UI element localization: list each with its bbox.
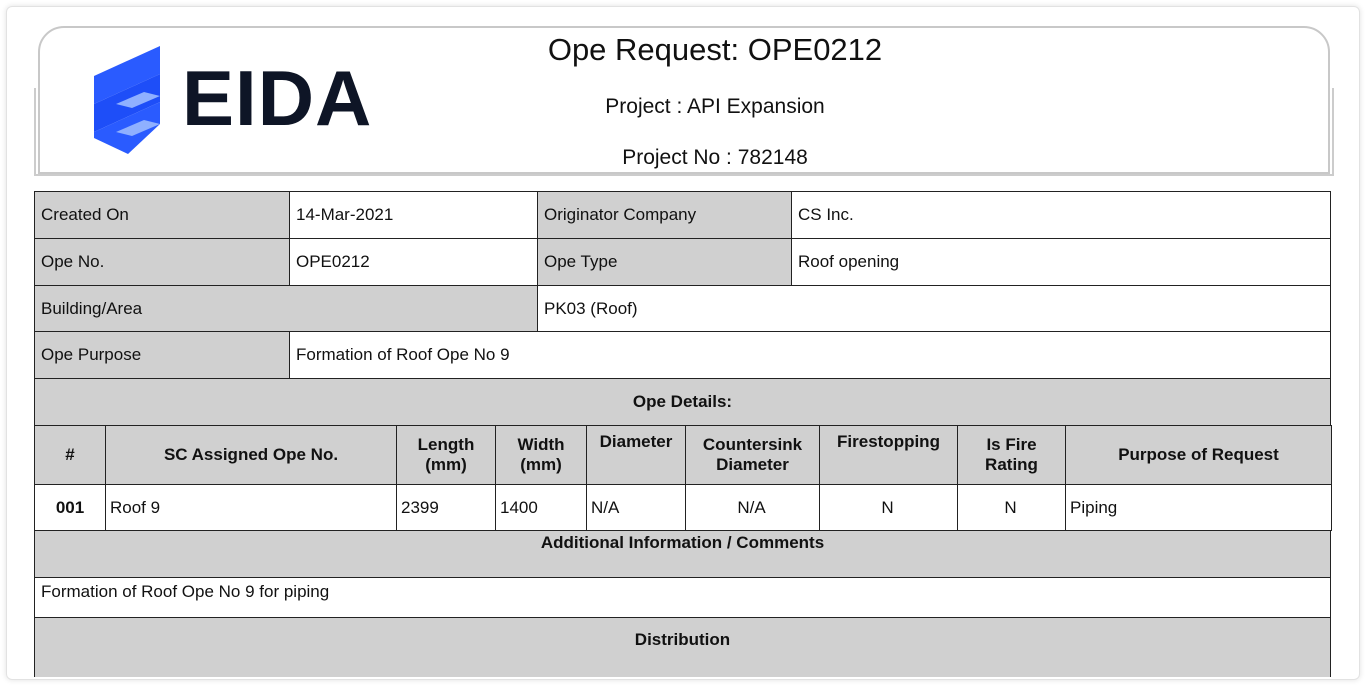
building-label: Building/Area (34, 285, 538, 332)
ope-type-value: Roof opening (791, 238, 1331, 286)
cell-sc-ope-no: Roof 9 (105, 484, 397, 531)
purpose-label: Ope Purpose (34, 331, 290, 379)
project-name: Project : API Expansion (605, 95, 825, 118)
cell-firestopping: N (819, 484, 958, 531)
building-value: PK03 (Roof) (537, 285, 1331, 332)
cell-fire-rating: N (957, 484, 1066, 531)
column-header-firestopping: Firestopping (819, 425, 958, 485)
cell-length: 2399 (396, 484, 496, 531)
column-header-purpose: Purpose of Request (1065, 425, 1332, 485)
cell-num: 001 (34, 484, 106, 531)
column-header-diameter: Diameter (586, 425, 686, 485)
column-header-num: # (34, 425, 106, 485)
created-on-value: 14-Mar-2021 (289, 191, 538, 239)
column-header-sc-ope-no: SC Assigned Ope No. (105, 425, 397, 485)
ope-no-label: Ope No. (34, 238, 290, 286)
originator-value: CS Inc. (791, 191, 1331, 239)
cell-purpose: Piping (1065, 484, 1332, 531)
column-header-fire-rating: Is Fire Rating (957, 425, 1066, 485)
comments-text: Formation of Roof Ope No 9 for piping (34, 577, 1331, 618)
page-title: Ope Request: OPE0212 (547, 32, 883, 67)
cell-diameter: N/A (586, 484, 686, 531)
cell-width: 1400 (495, 484, 587, 531)
comments-heading: Additional Information / Comments (34, 530, 1331, 578)
ope-details-heading: Ope Details: (34, 378, 1331, 426)
purpose-value: Formation of Roof Ope No 9 (289, 331, 1331, 379)
column-header-length: Length (mm) (396, 425, 496, 485)
column-header-width: Width (mm) (495, 425, 587, 485)
distribution-heading: Distribution (34, 617, 1331, 677)
project-number: Project No : 782148 (622, 146, 808, 169)
ope-no-value: OPE0212 (289, 238, 538, 286)
logo-text: EIDA (182, 54, 373, 142)
ope-type-label: Ope Type (537, 238, 792, 286)
cell-countersink: N/A (685, 484, 820, 531)
originator-label: Originator Company (537, 191, 792, 239)
column-header-countersink: Countersink Diameter (685, 425, 820, 485)
created-on-label: Created On (34, 191, 290, 239)
